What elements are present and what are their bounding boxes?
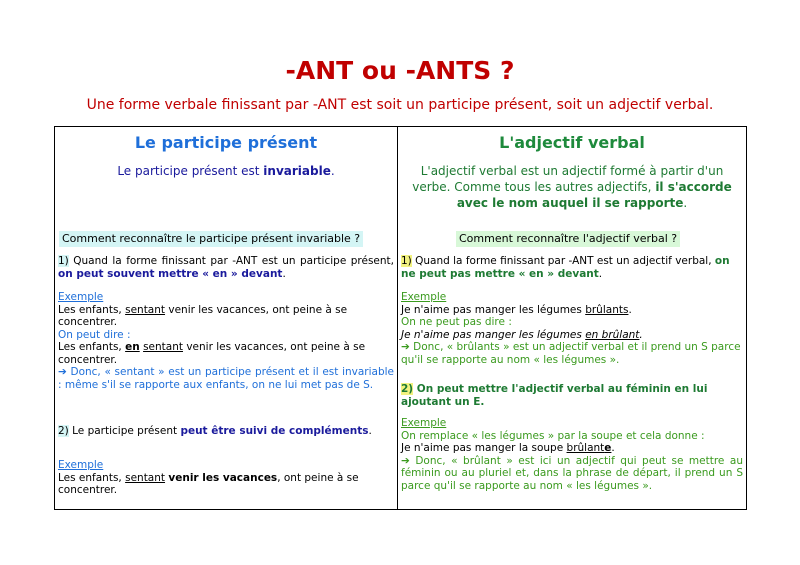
participe-present-heading: Le participe présent [134, 133, 318, 152]
on-ne-peut-pas-dire: On ne peut pas dire : [401, 316, 512, 328]
intro-end: . [683, 196, 688, 210]
participe-example-2 [58, 459, 394, 497]
adjectif-conclusion-2: ➔ Donc, « brûlant » est ici un adjectif qui peut se mettre au féminin ou au pluriel et, dans la phrase de départ, il prend un S parce qu'il se rapporte au nom « les légumes ». [401, 454, 743, 492]
page-title: -ANT ou -ANTS ? [285, 56, 515, 85]
intro-bold: invariable [263, 164, 331, 178]
rule-number: 1) [58, 255, 69, 267]
intro-text: L'adjectif verbal est un adjectif formé à partir d'un verbe. Comme tous les autres adjectifs, [412, 164, 724, 194]
example-text: Les enfants, [58, 341, 126, 353]
adjectif-rule-1 [401, 255, 743, 280]
adjectif-rule-2 [401, 383, 743, 408]
rule-text: Quand la forme finissant par -ANT est un adjectif verbal, [411, 255, 715, 267]
adjectif-verbal-heading: L'adjectif verbal [499, 133, 645, 152]
example-label: Exemple [58, 291, 104, 303]
example-word-e: e [604, 442, 612, 454]
example-bold: venir les vacances [168, 471, 278, 484]
rule-bold: On peut mettre l'adjectif verbal au féminin en lui ajoutant un E [401, 383, 708, 408]
participe-rule-2 [58, 425, 394, 438]
example-word-root: brûlant [566, 442, 605, 454]
participe-conclusion: ➔ Donc, « sentant » est un participe présent et il est invariable : même s'il se rapporte aux enfants, on ne lui met pas de S. [58, 366, 394, 391]
rule-end: . [282, 267, 286, 280]
example-label: Exemple [401, 417, 447, 429]
example-word [566, 442, 615, 454]
example-text-end: venir les vacances, ont peine à se concentrer. [58, 341, 366, 366]
example-text-end: venir les vacances, ont peine à se concentrer. [58, 303, 348, 328]
comparison-table [54, 126, 747, 510]
example-word: brûlants [585, 303, 629, 316]
rule-number: 2) [58, 425, 69, 437]
participe-present-intro [59, 163, 393, 179]
rule-bold: peut être suivi de compléments [180, 425, 369, 437]
example-label: Exemple [58, 459, 104, 471]
adjectif-example-1 [401, 291, 743, 366]
replacement-note: On remplace « les légumes » par la soupe et cela donne : [401, 429, 705, 442]
example-label: Exemple [401, 291, 447, 303]
intro-end: . [330, 164, 335, 178]
rule-text: Le participe présent [68, 425, 181, 437]
participe-present-column [55, 127, 398, 509]
participe-question: Comment reconnaître le participe présent invariable ? [59, 231, 363, 247]
example-word: en brûlant [585, 328, 640, 341]
example-text-end: . [639, 328, 643, 341]
adjectif-question: Comment reconnaître l'adjectif verbal ? [456, 231, 680, 247]
rule-number: 1) [401, 255, 412, 267]
rule-end: . [480, 395, 485, 408]
intro-bold: il s'accorde avec le nom auquel il se rapporte [456, 180, 732, 210]
example-en: en [125, 341, 140, 353]
rule-number: 2) [401, 383, 414, 395]
page-subtitle: Une forme verbale finissant par -ANT est soit un participe présent, soit un adjectif verbal. [86, 97, 714, 113]
example-text: Je n'aime pas manger les légumes [401, 303, 586, 316]
example-text: Les enfants, [58, 303, 126, 316]
adjectif-conclusion-1: ➔ Donc, « brûlants » est un adjectif verbal et il prend un S parce qu'il se rapporte au nom « les légumes ». [401, 341, 741, 366]
example-text: Je n'aime pas manger la soupe [401, 442, 567, 454]
participe-rule-1 [58, 255, 394, 280]
rule-end: . [368, 425, 372, 437]
adjectif-verbal-intro [402, 163, 742, 211]
adjectif-verbal-column [398, 127, 746, 509]
rule-bold: on ne peut pas mettre « en » devant [401, 255, 730, 280]
example-text-end: , ont peine à se concentrer. [58, 471, 359, 496]
participe-example-1 [58, 291, 394, 391]
adjectif-example-2 [401, 417, 743, 492]
intro-text: Le participe présent est [117, 164, 264, 178]
rule-end: . [598, 267, 603, 280]
example-word: sentant [125, 471, 166, 484]
example-word: sentant [125, 303, 166, 316]
example-text: Les enfants, [58, 471, 126, 484]
example-text: Je n'aime pas manger les légumes [401, 328, 586, 341]
example-text-end: . [611, 442, 615, 454]
example-word: sentant [143, 341, 183, 353]
rule-bold: on peut souvent mettre « en » devant [58, 267, 283, 280]
example-text-end: . [628, 303, 632, 316]
rule-text: Quand la forme finissant par -ANT est un participe présent, [68, 255, 394, 267]
on-peut-dire: On peut dire : [58, 328, 131, 341]
